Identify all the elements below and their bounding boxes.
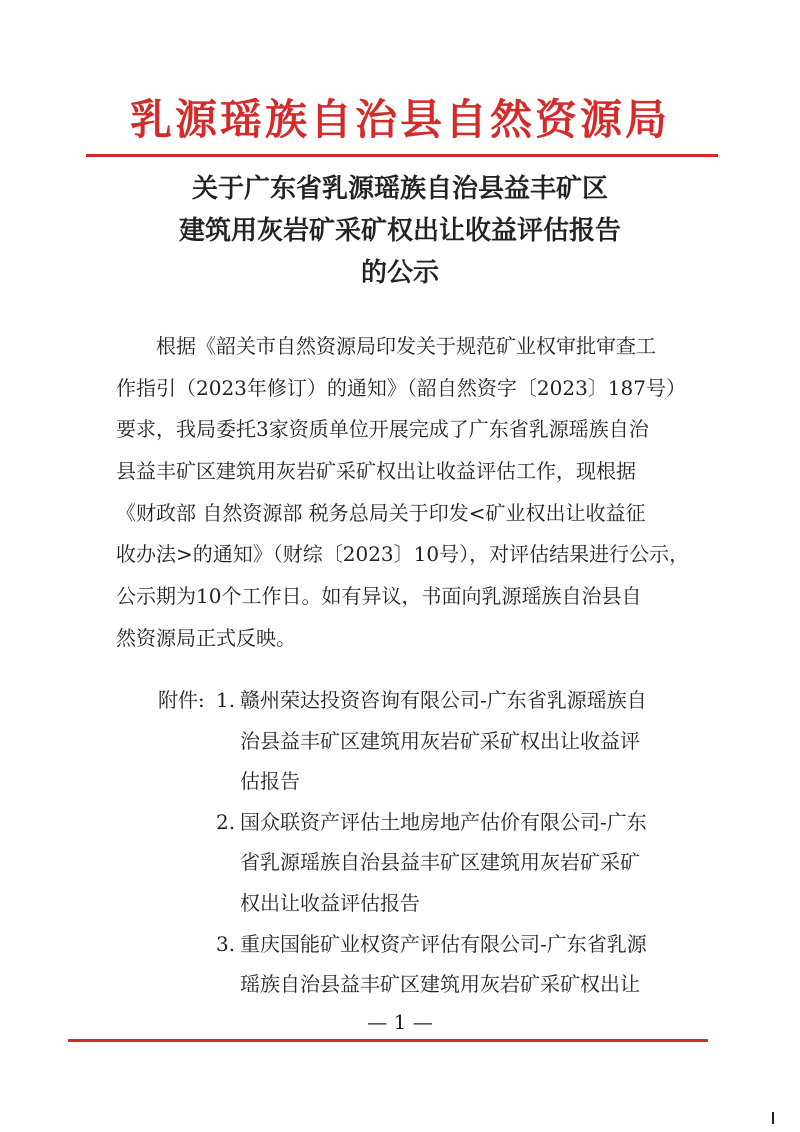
attachment-item-2 (158, 802, 698, 843)
attachment-line: 省乳源瑶族自治县益丰矿区建筑用灰岩矿采矿 (240, 850, 640, 875)
scan-edge-mark (772, 1112, 774, 1124)
document-title (0, 168, 800, 294)
body-line: 要求，我局委托3家资质单位开展完成了广东省乳源瑶族自治 (116, 417, 649, 442)
attachment-number: 3. (216, 931, 236, 956)
page-number: — 1 — (367, 1010, 433, 1034)
attachment-line: 瑶族自治县益丰矿区建筑用灰岩矿采矿权出让 (240, 972, 640, 997)
attachments-list (158, 680, 698, 1005)
notice-body (116, 326, 688, 660)
body-line: 公示期为10个工作日。如有异议，书面向乳源瑶族自治县自 (116, 584, 642, 609)
attachment-line: 重庆国能矿业权资产评估有限公司-广东省乳源 (240, 931, 647, 956)
attachment-item-3-cont (158, 964, 698, 1005)
attachment-line: 权出让收益评估报告 (240, 890, 420, 915)
body-line: 《财政部 自然资源部 税务总局关于印发<矿业权出让收益征 (116, 500, 646, 525)
title-line-3: 的公示 (360, 258, 439, 288)
header-red-rule (86, 154, 718, 157)
attachment-number: 2. (216, 809, 236, 834)
attachment-number: 1. (216, 688, 236, 712)
footer-red-rule (68, 1039, 708, 1042)
title-line-2: 建筑用灰岩矿采矿权出让收益评估报告 (178, 216, 621, 246)
attachments-label: 附件: (158, 688, 205, 712)
agency-name-header: 乳源瑶族自治县自然资源局 (129, 95, 670, 144)
attachment-item-2-cont (158, 842, 698, 883)
attachment-item-1 (158, 680, 698, 721)
attachment-item-1-cont (158, 721, 698, 762)
attachment-line: 治县益丰矿区建筑用灰岩矿采矿权出让收益评 (240, 728, 640, 753)
attachment-line: 估报告 (240, 769, 300, 794)
attachment-item-1-cont (158, 761, 698, 802)
attachment-item-3 (158, 924, 698, 965)
title-line-1: 关于广东省乳源瑶族自治县益丰矿区 (191, 174, 608, 204)
body-line: 然资源局正式反映。 (116, 625, 296, 650)
attachment-line: 赣州荣达投资咨询有限公司-广东省乳源瑶族自 (240, 688, 647, 712)
body-line: 县益丰矿区建筑用灰岩矿采矿权出让收益评估工作，现根据 (116, 459, 636, 484)
body-line: 作指引（2023年修订）的通知》（韶自然资字〔2023〕187号） (116, 375, 686, 400)
body-line: 根据《韶关市自然资源局印发关于规范矿业权审批审查工 (116, 334, 656, 358)
body-line: 收办法>的通知》（财综〔2023〕10号），对评估结果进行公示， (116, 542, 690, 567)
attachment-line: 国众联资产评估土地房地产估价有限公司-广东 (240, 809, 647, 834)
attachment-item-2-cont (158, 883, 698, 924)
